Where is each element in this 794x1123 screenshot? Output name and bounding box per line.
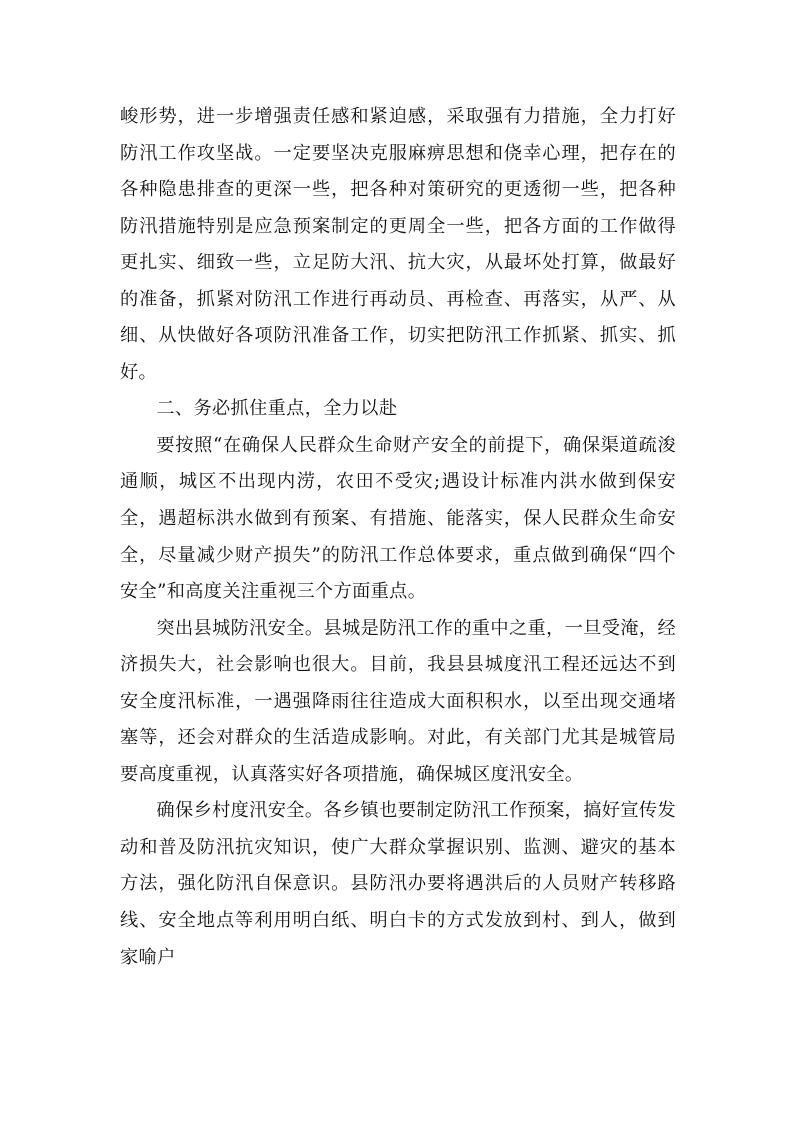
paragraph-overall-requirements: 要按照“在确保人民群众生命财产安全的前提下，确保渠道疏浚通顺，城区不出现内涝，农田不受灾;遇设计标准内洪水做到保安全，遇超标洪水做到有预案、有措施、能落实，保人民群众生命安全，尽量减少财产损失”的防汛工作总体要求，重点做到确保“四个安全”和高度关注重视三个方面重点。: [120, 434, 676, 603]
paragraph-village-safety: 确保乡村度汛安全。各乡镇也要制定防汛工作预案，搞好宣传发动和普及防汛抗灾知识，使广大群众掌握识别、监测、避灾的基本方法，强化防汛自保意识。县防汛办要将遇洪后的人员财产转移路线、安全地点等利用明白纸、明白卡的方式发放到村、到人，做到家喻户: [120, 800, 676, 968]
paragraph-flood-prevention-intro: 峻形势，进一步增强责任感和紧迫感，采取强有力措施，全力打好防汛工作攻坚战。一定要坚决克服麻痹思想和侥幸心理，把存在的各种隐患排查的更深一些，把各种对策研究的更透彻一些，把各种防汛措施特别是应急预案制定的更周全一些，把各方面的工作做得更扎实、细致一些，立足防大汛、抗大灾，从最坏处打算，做最好的准备，抓紧对防汛工作进行再动员、再检查、再落实，从严、从细、从快做好各项防汛准备工作，切实把防汛工作抓紧、抓实、抓好。: [120, 106, 676, 383]
section-heading-focus: 二、务必抓住重点，全力以赴: [156, 398, 398, 420]
paragraph-county-town-safety: 突出县城防汛安全。县城是防汛工作的重中之重，一旦受淹，经济损失大，社会影响也很大。目前，我县县城度汛工程还远达不到安全度汛标准，一遇强降雨往往造成大面积积水，以至出现交通堵塞等，还会对群众的生活造成影响。对此，有关部门尤其是城管局要高度重视，认真落实好各项措施，确保城区度汛安全。: [120, 617, 676, 785]
document-body: [120, 99, 676, 976]
